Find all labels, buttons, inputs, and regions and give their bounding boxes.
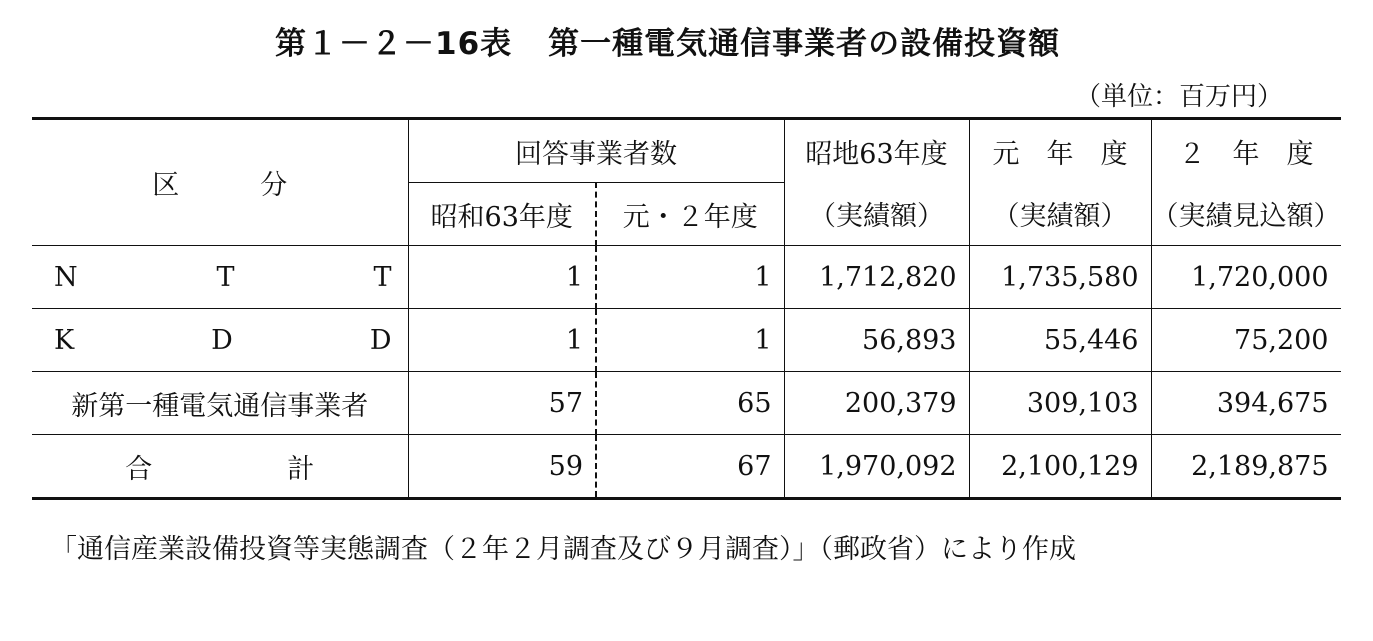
- header-s63: [784, 119, 969, 246]
- table-row: [32, 309, 1341, 372]
- cell-resp-h1-2: 67: [596, 435, 784, 499]
- header-resp-h1-2: 元・２年度: [596, 183, 784, 246]
- table-row-total: [32, 435, 1341, 499]
- unit-label: （単位：百万円）: [1075, 82, 1284, 112]
- header-h1-bottom: （実績額）: [992, 201, 1128, 232]
- row-label-ntt: N T T: [32, 246, 408, 309]
- cell-h2: 2,189,875: [1151, 435, 1341, 499]
- header-h2: [1151, 119, 1341, 246]
- header-s63-bottom: （実績額）: [809, 201, 944, 232]
- header-h1: [969, 119, 1151, 246]
- cell-resp-h1-2: 65: [596, 372, 784, 435]
- table-row: [32, 372, 1341, 435]
- cell-resp-s63: 1: [408, 246, 596, 309]
- cell-s63: 1,712,820: [784, 246, 969, 309]
- cell-resp-h1-2: 1: [596, 309, 784, 372]
- cell-s63: 1,970,092: [784, 435, 969, 499]
- table-row: [32, 246, 1341, 309]
- cell-h1: 1,735,580: [969, 246, 1151, 309]
- cell-resp-s63: 57: [408, 372, 596, 435]
- row-label-kdd: K D D: [32, 309, 408, 372]
- row-label-new-carriers: 新第一種電気通信事業者: [32, 372, 408, 435]
- cell-s63: 56,893: [784, 309, 969, 372]
- header-row-1: [32, 119, 1341, 183]
- header-h2-top: ２ 年 度: [1178, 139, 1314, 170]
- table-title-text: 第一種電気通信事業者の設備投資額: [548, 26, 1061, 62]
- cell-h2: 394,675: [1151, 372, 1341, 435]
- cell-h1: 2,100,129: [969, 435, 1151, 499]
- header-resp-s63: 昭和63年度: [408, 183, 596, 246]
- cell-resp-s63: 59: [408, 435, 596, 499]
- source-note: 「通信産業設備投資等実態調査（２年２月調査及び９月調査）」（郵政省）により作成: [50, 534, 1076, 565]
- investment-table: [32, 117, 1341, 500]
- row-label-total: 合 計: [32, 435, 408, 499]
- table-title: [275, 18, 1060, 63]
- header-h2-bottom: （実績見込額）: [1151, 201, 1341, 232]
- header-respondents: 回答事業者数: [408, 119, 784, 183]
- table-number: 第１－２－16表: [275, 26, 513, 62]
- cell-h2: 75,200: [1151, 309, 1341, 372]
- header-s63-top: 昭地63年度: [805, 139, 948, 170]
- header-h1-top: 元 年 度: [992, 139, 1128, 170]
- cell-h1: 55,446: [969, 309, 1151, 372]
- cell-resp-s63: 1: [408, 309, 596, 372]
- header-category: 区 分: [32, 119, 408, 246]
- cell-h2: 1,720,000: [1151, 246, 1341, 309]
- cell-resp-h1-2: 1: [596, 246, 784, 309]
- cell-h1: 309,103: [969, 372, 1151, 435]
- cell-s63: 200,379: [784, 372, 969, 435]
